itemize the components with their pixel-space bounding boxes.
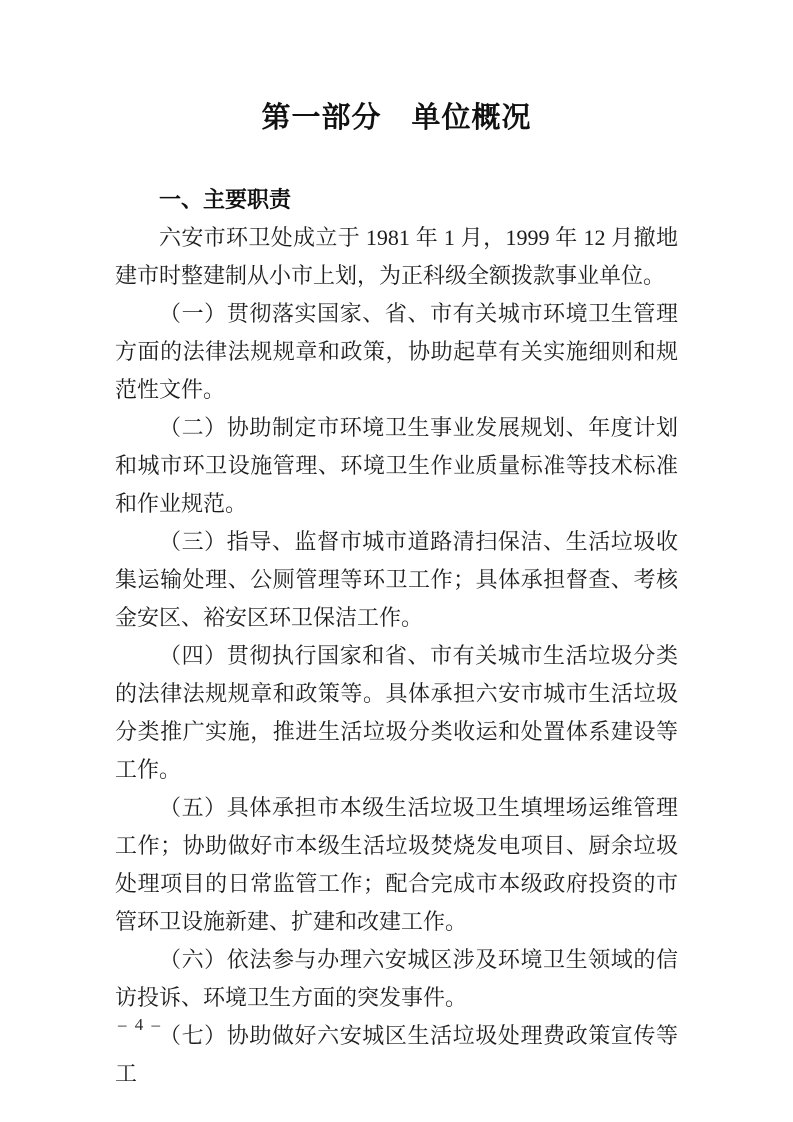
page-footer xyxy=(118,1012,162,1038)
paragraph-duty-7: （七）协助做好六安城区生活垃圾处理费政策宣传等工 xyxy=(115,1023,678,1086)
section-heading: 一、主要职责 xyxy=(159,187,292,212)
paragraph-duty-3: （三）指导、监督市城市道路清扫保洁、生活垃圾收集运输处理、公厕管理等环卫工作；具体承担督查、考核金安区、裕安区环卫保洁工作。 xyxy=(115,529,678,630)
paragraph-duty-4: （四）贯彻执行国家和省、市有关城市生活垃圾分类的法律法规规章和政策等。具体承担六安市城市生活垃圾分类推广实施，推进生活垃圾分类收运和处置体系建设等工作。 xyxy=(115,643,678,782)
page-number: – 4 – xyxy=(118,1015,162,1034)
body-text xyxy=(115,219,678,1093)
page-title: 第一部分 单位概况 xyxy=(261,102,532,134)
document-content xyxy=(115,0,678,1093)
paragraph-duty-5: （五）具体承担市本级生活垃圾卫生填埋场运维管理工作；协助做好市本级生活垃圾焚烧发电项目、厨余垃圾处理项目的日常监管工作；配合完成市本级政府投资的市管环卫设施新建、扩建和改建工作。 xyxy=(115,795,678,934)
paragraph-intro: 六安市环卫处成立于 1981 年 1 月，1999 年 12 月撤地建市时整建制从小市上划，为正科级全额拨款事业单位。 xyxy=(115,225,678,288)
paragraph-duty-2: （二）协助制定市环境卫生事业发展规划、年度计划和城市环卫设施管理、环境卫生作业质量标准等技术标准和作业规范。 xyxy=(115,415,678,516)
paragraph-duty-6: （六）依法参与办理六安城区涉及环境卫生领域的信访投诉、环境卫生方面的突发事件。 xyxy=(115,947,678,1010)
paragraph-duty-1: （一）贯彻落实国家、省、市有关城市环境卫生管理方面的法律法规规章和政策，协助起草有关实施细则和规范性文件。 xyxy=(115,301,678,402)
